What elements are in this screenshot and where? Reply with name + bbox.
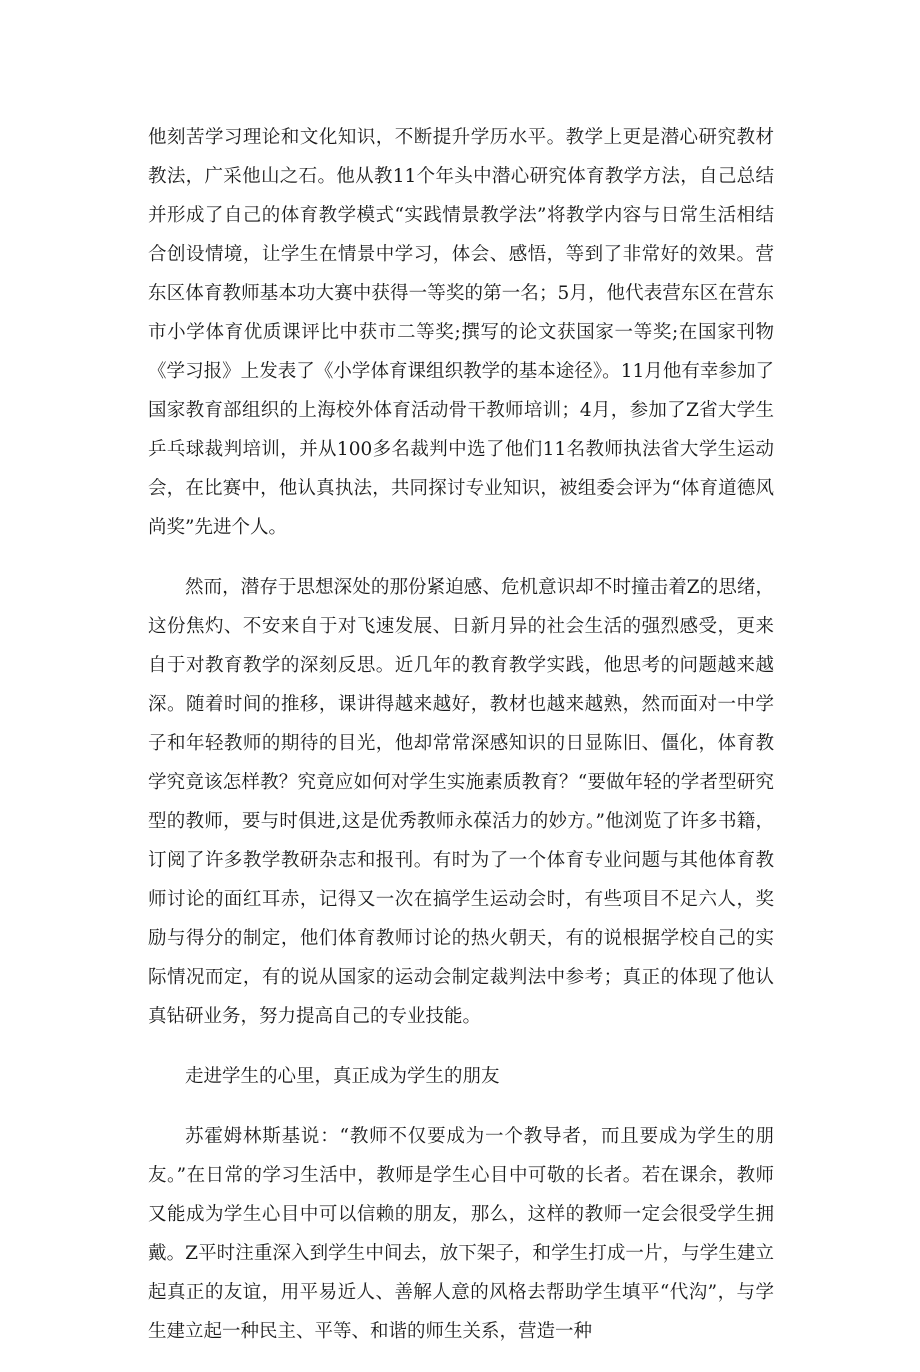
document-body bbox=[148, 118, 774, 1372]
paragraph-reflection: 然而，潜存于思想深处的那份紧迫感、危机意识却不时撞击着Z的思绪，这份焦灼、不安来自于对飞速发展、日新月异的社会生活的强烈感受，更来自于对教育教学的深刻反思。近几年的教育教学实践，他思考的问题越来越深。随着时间的推移，课讲得越来越好，教材也越来越熟，然而面对一中学子和年轻教师的期待的目光，他却常常深感知识的日显陈旧、僵化，体育教学究竟该怎样教？究竟应如何对学生实施素质教育？“要做年轻的学者型研究型的教师，要与时俱进,这是优秀教师永葆活力的妙方。”他浏览了许多书籍，订阅了许多教学教研杂志和报刊。有时为了一个体育专业问题与其他体育教师讨论的面红耳赤，记得又一次在搞学生运动会时，有些项目不足六人，奖励与得分的制定，他们体育教师讨论的热火朝天，有的说根据学校自己的实际情况而定，有的说从国家的运动会制定裁判法中参考；真正的体现了他认真钻研业务，努力提高自己的专业技能。 bbox=[148, 577, 774, 1027]
paragraph-student-friend: 苏霍姆林斯基说：“教师不仅要成为一个教导者，而且要成为学生的朋友。”在日常的学习生活中，教师是学生心目中可敬的长者。若在课余，教师又能成为学生心目中可以信赖的朋友，那么，这样的教师一定会很受学生拥戴。Z平时注重深入到学生中间去，放下架子，和学生打成一片，与学生建立起真正的友谊，用平易近人、善解人意的风格去帮助学生填平“代沟”，与学生建立起一种民主、平等、和谐的师生关系，营造一种 bbox=[148, 1126, 774, 1342]
paragraph-study-achievements: 他刻苦学习理论和文化知识，不断提升学历水平。教学上更是潜心研究教材教法，广采他山之石。他从教11个年头中潜心研究体育教学方法，自己总结并形成了自己的体育教学模式“实践情景教学法”将教学内容与日常生活相结合创设情境，让学生在情景中学习，体会、感悟，等到了非常好的效果。营东区体育教师基本功大赛中获得一等奖的第一名；5月，他代表营东区在营东市小学体育优质课评比中获市二等奖;撰写的论文获国家一等奖;在国家刊物《学习报》上发表了《小学体育课组织教学的基本途径》。11月他有幸参加了国家教育部组织的上海校外体育活动骨干教师培训；4月，参加了Z省大学生乒乓球裁判培训，并从100多名裁判中选了他们11名教师执法省大学生运动会，在比赛中，他认真执法，共同探讨专业知识，被组委会评为“体育道德风尚奖”先进个人。 bbox=[148, 127, 774, 538]
section-heading: 走进学生的心里，真正成为学生的朋友 bbox=[185, 1066, 500, 1087]
